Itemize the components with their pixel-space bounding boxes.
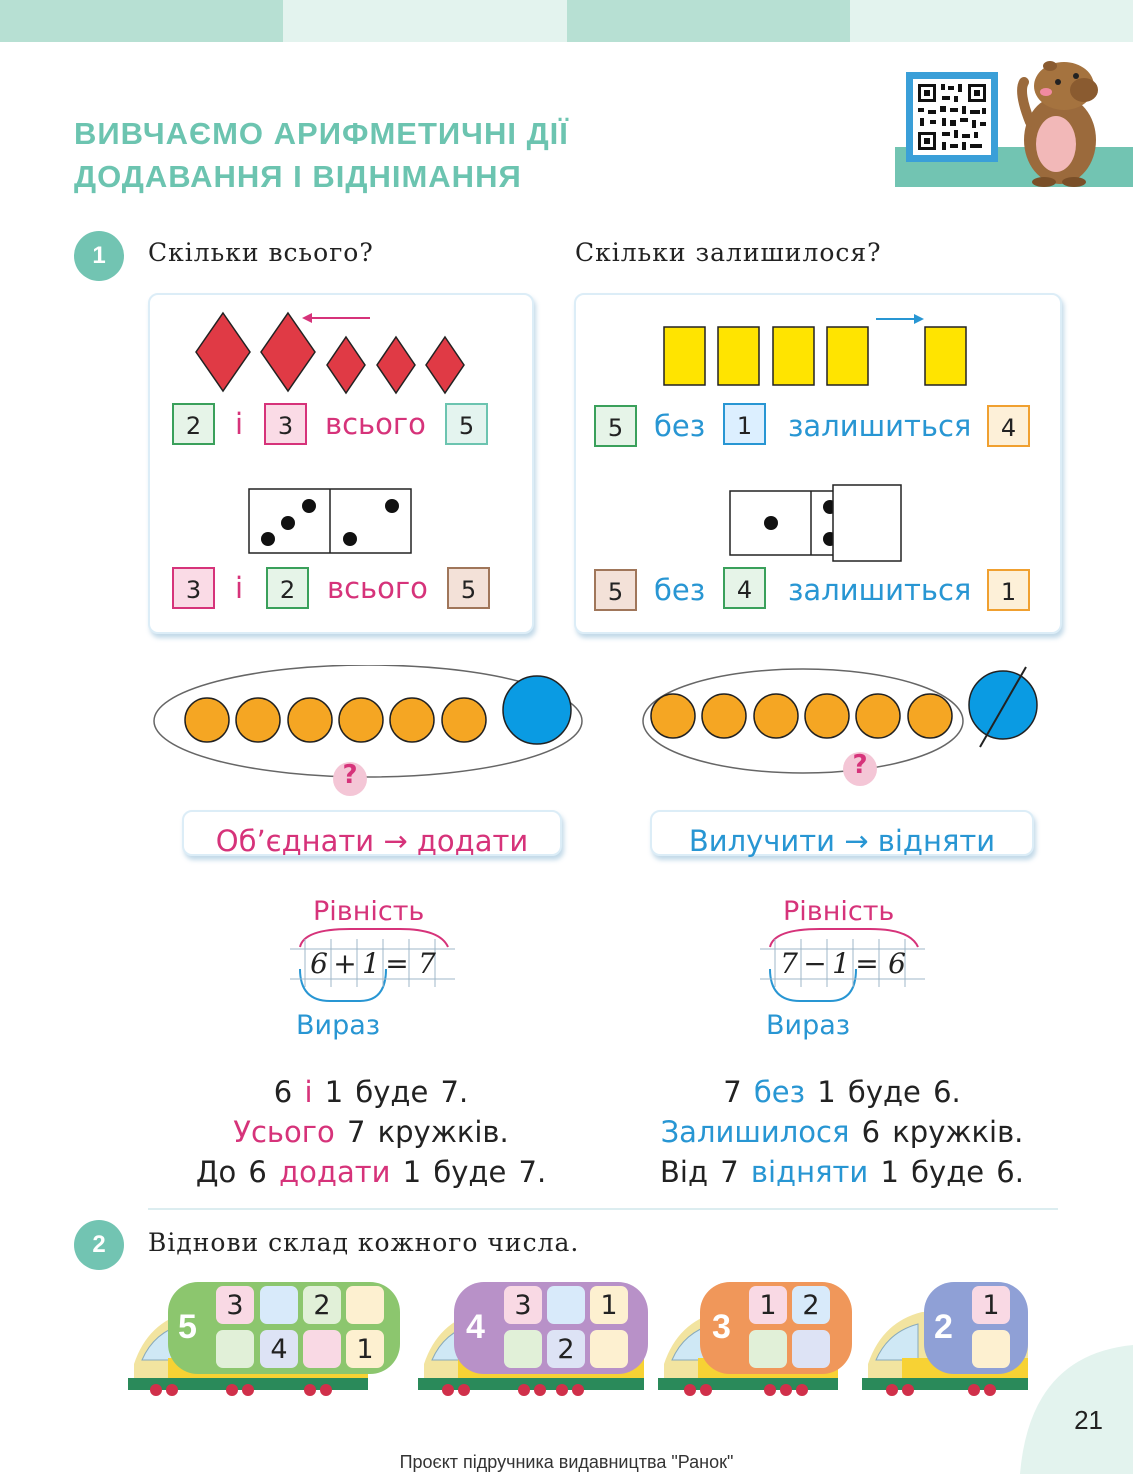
right-sentence-1: 7 без 1 буде 6. — [723, 1075, 961, 1109]
train-3-top-1: 2 — [792, 1286, 830, 1324]
left-row1-b: 3 — [264, 403, 307, 445]
footer-text: Проєкт підручника видавництва "Ранок" — [399, 1452, 734, 1472]
left-equation-1: 1 — [362, 947, 380, 980]
train-4-top-1[interactable] — [547, 1286, 585, 1324]
left-question: Скільки всього? — [148, 238, 374, 267]
left-row2-result: 5 — [447, 567, 490, 609]
left-sentence-3: До 6 додати 1 буде 7. — [195, 1155, 547, 1189]
top-bar-segment-2 — [283, 0, 567, 42]
right-rule-box — [650, 810, 1034, 856]
train-5-top-2: 2 — [303, 1286, 341, 1324]
task-1-number: 1 — [74, 231, 124, 281]
train-2-top-0: 1 — [972, 1286, 1010, 1324]
train-3 — [658, 1280, 854, 1400]
left-rule-from: Об’єднати — [215, 824, 375, 858]
left-question-mark: ? — [342, 760, 358, 790]
domino-3-2 — [248, 488, 412, 554]
left-row1-a: 2 — [172, 403, 215, 445]
title-line-2: ДОДАВАННЯ І ВІДНІМАННЯ — [74, 159, 522, 194]
train-5-top-3[interactable] — [346, 1286, 384, 1324]
right-row2-conj: без — [654, 573, 706, 607]
left-rule-box — [182, 810, 562, 856]
left-equation-plus: + — [333, 947, 357, 980]
train-5-top-1[interactable] — [260, 1286, 298, 1324]
right-equality-label: Рівність — [783, 896, 895, 927]
right-rule-to: відняти — [877, 824, 996, 858]
left-sentence-1: 6 і 1 буде 7. — [273, 1075, 469, 1109]
train-3-bottom-1[interactable] — [792, 1330, 830, 1368]
top-bar-segment-4 — [850, 0, 1133, 42]
right-sentences — [622, 1072, 1062, 1192]
qr-code-icon[interactable] — [906, 72, 998, 162]
train-4-top-2: 1 — [590, 1286, 628, 1324]
left-rule-to: додати — [416, 824, 529, 858]
capybara-illustration — [1008, 52, 1108, 188]
right-equation-equals: = — [855, 947, 879, 980]
train-4-bottom-1: 2 — [547, 1330, 585, 1368]
right-question-mark: ? — [852, 750, 868, 780]
train-5-top-0: 3 — [216, 1286, 254, 1324]
page-number: 21 — [1074, 1405, 1103, 1435]
train-5 — [128, 1280, 402, 1400]
train-5-bottom-3: 1 — [346, 1330, 384, 1368]
right-equation-minus: − — [803, 947, 827, 980]
right-equation-1: 1 — [832, 947, 850, 980]
left-row2-a: 3 — [172, 567, 215, 609]
left-row2-b: 2 — [266, 567, 309, 609]
page-title — [74, 112, 569, 198]
right-rule-arrow: → — [844, 824, 869, 858]
left-circles-illustration — [150, 665, 590, 805]
left-row2-conj: і — [235, 571, 244, 605]
task-2-instruction: Віднови склад кожного числа. — [148, 1228, 580, 1257]
left-row1-result: 5 — [445, 403, 488, 445]
train-5-bottom-0[interactable] — [216, 1330, 254, 1368]
left-equation-7: 7 — [418, 947, 436, 980]
train-3-bottom-0[interactable] — [749, 1330, 787, 1368]
train-4-number: 4 — [466, 1308, 485, 1346]
right-equation-7: 7 — [780, 947, 798, 980]
right-row1-conj: без — [654, 409, 706, 443]
right-row2-a: 5 — [594, 569, 637, 611]
right-sentence-2: Залишилося 6 кружків. — [660, 1115, 1024, 1149]
right-row2-b: 4 — [723, 567, 766, 609]
right-question: Скільки залишилося? — [575, 238, 882, 267]
train-2-bottom-0[interactable] — [972, 1330, 1010, 1368]
right-row2-result-word: залишиться — [788, 573, 972, 607]
left-rule-arrow: → — [383, 824, 408, 858]
left-row1-result-word: всього — [325, 407, 426, 441]
right-row1-b: 1 — [723, 403, 766, 445]
train-2 — [862, 1280, 1032, 1400]
top-bar-segment-1 — [0, 0, 283, 42]
left-expression-label: Вираз — [296, 1010, 381, 1041]
right-equation-6: 6 — [888, 947, 906, 980]
train-3-top-0: 1 — [749, 1286, 787, 1324]
right-row1-result-word: залишиться — [788, 409, 972, 443]
train-4 — [418, 1280, 650, 1400]
train-4-bottom-0[interactable] — [504, 1330, 542, 1368]
train-5-number: 5 — [178, 1308, 197, 1346]
right-rule-from: Вилучити — [688, 824, 836, 858]
train-4-bottom-2[interactable] — [590, 1330, 628, 1368]
train-2-number: 2 — [934, 1308, 953, 1346]
train-5-bottom-2[interactable] — [303, 1330, 341, 1368]
left-panel — [148, 293, 534, 634]
top-bar-segment-3 — [567, 0, 850, 42]
left-row2-result-word: всього — [327, 571, 428, 605]
rectangles-illustration — [576, 295, 1060, 395]
left-equation-6: 6 — [310, 947, 328, 980]
left-equation-equals: = — [385, 947, 409, 980]
left-row1-conj: і — [235, 407, 244, 441]
title-line-1: ВИВЧАЄМО АРИФМЕТИЧНІ ДІЇ — [74, 116, 569, 151]
right-circles-illustration — [640, 665, 1080, 805]
task-2-number: 2 — [74, 1220, 124, 1270]
section-divider — [148, 1208, 1058, 1210]
left-sentence-2: Усього 7 кружків. — [233, 1115, 509, 1149]
right-row1-result: 4 — [987, 405, 1030, 447]
diamonds-illustration — [150, 295, 532, 405]
left-equality-label: Рівність — [313, 896, 425, 927]
train-4-top-0: 3 — [504, 1286, 542, 1324]
right-expression-label: Вираз — [766, 1010, 851, 1041]
left-sentences — [151, 1072, 591, 1192]
right-panel — [574, 293, 1062, 634]
train-5-bottom-1: 4 — [260, 1330, 298, 1368]
train-3-number: 3 — [712, 1308, 731, 1346]
right-sentence-3: Від 7 відняти 1 буде 6. — [660, 1155, 1024, 1189]
domino-cover — [728, 483, 906, 563]
right-row2-result: 1 — [987, 569, 1030, 611]
right-row1-a: 5 — [594, 405, 637, 447]
